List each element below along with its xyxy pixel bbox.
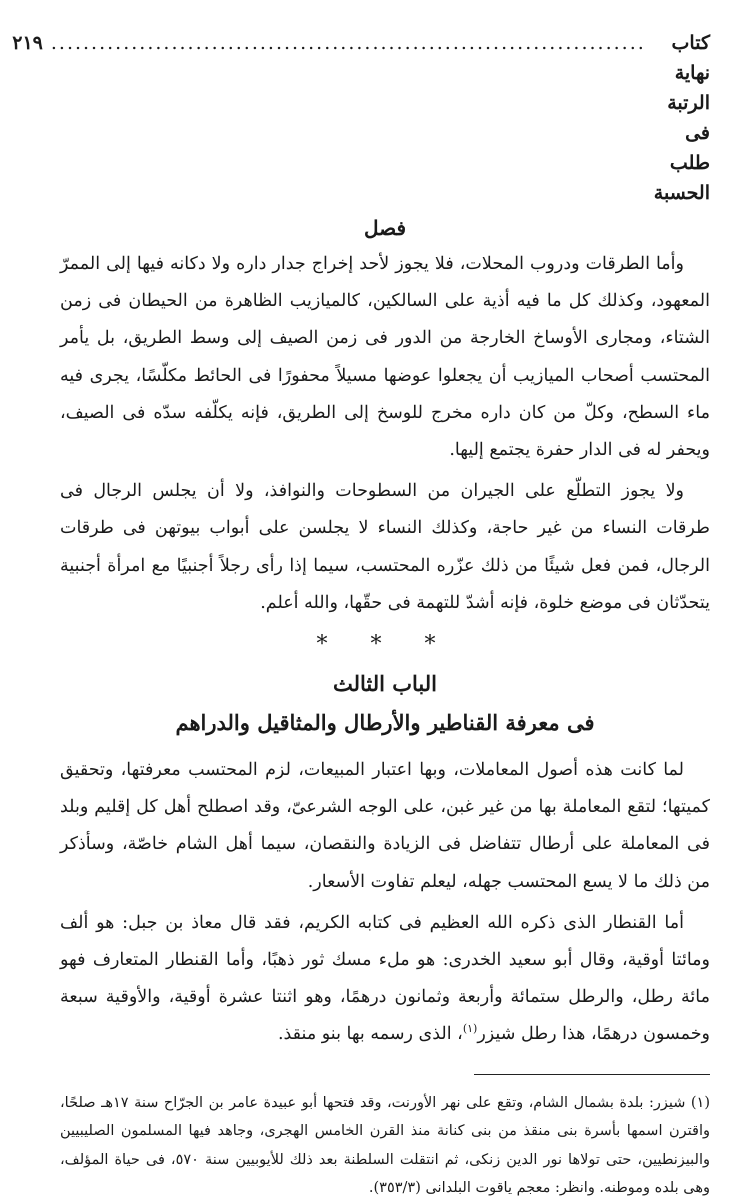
page-number: ٢١٩ — [12, 32, 43, 54]
book-title: كتاب نهاية الرتبة فى طلب الحسبة — [653, 32, 710, 204]
footnote-reference[interactable]: (١) — [462, 1022, 478, 1036]
qintar-text: أما القنطار الذى ذكره الله العظيم فى كتابه الكريم، فقد قال معاذ بن جبل: هو ألف ومائتا أوقية، وقال أبو سعيد الخدرى: هو ملء مسك ثور ذهبًا، وأما القنطار المتعارف فهو مائة رطل، والرطل ستمائة وأربعة وثمانون درهمًا، وهو اثنتا عشرة أوقية، والأوقية سبعة وخمسون درهمًا، هذا رطل شيزر — [60, 912, 710, 1045]
footnote-divider — [474, 1074, 710, 1075]
paragraph-weights-intro: لما كانت هذه أصول المعاملات، وبها اعتبار المبيعات، لزم المحتسب معرفتها، وتحقيق كميتها؛ لتقع المعاملة بها من غير غبن، على الوجه الشرعىّ، وقد اصطلح أهل كل إقليم وبلد فى المعاملة على أرطال تتفاضل فى الزيادة والنقصان، سيما أهل الشام خاصّة، وسأذكر من ذلك ما لا يسع المحتسب جهله، ليعلم تفاوت الأسعار. — [60, 760, 710, 892]
header-dot-leader: .......................................................................... — [50, 32, 646, 54]
paragraph-neighbors: ولا يجوز التطلّع على الجيران من السطوحات والنوافذ، ولا أن يجلس الرجال فى طرقات النساء من غير حاجة، وكذلك النساء لا يجلسن على أبواب بيوتهن فى طرقات الرجال، فمن فعل شيئًا من ذلك عزّره المحتسب، سيما إذا رأى رجلاً أجنبيًا مع امرأة أجنبية يتحدّثان فى موضع خلوة، فإنه أشدّ للتهمة فى حقّها، والله أعلم. — [60, 481, 710, 613]
footnote: (١) شيزر: بلدة بشمال الشام، وتقع على نهر الأورنت، وقد فتحها أبو عبيدة عامر بن الجرّاح سنة ١٧هـ صلحًا، واقترن اسمها بأسرة بنى منقذ من بنى كنانة منذ القرن الخامس الهجرى، وجاهد فيها المسلمون الصليبيين والبيزنطيين، حتى تولاها نور الدين زنكى، ثم انتقلت السلطنة بعد ذلك للأيوبيين سنة ٥٧٠، فى حياة المؤلف، وهى بلده وموطنه. وانظر: معجم ياقوت البلدانى (٣٥٣/٣). — [60, 1094, 710, 1197]
chapter-subtitle: فى معرفة القناطير والأرطال والمثاقيل والدراهم — [175, 710, 595, 736]
section-title: فصل — [363, 216, 407, 240]
paragraph-qintar — [60, 905, 710, 1054]
chapter-title: الباب الثالث — [332, 671, 438, 697]
running-header — [12, 28, 710, 208]
paragraph-streets: وأما الطرقات ودروب المحلات، فلا يجوز لأحد إخراج جدار داره ولا دكانه فيها إلى الممرّ المعهود، وكذلك كل ما فيه أذية على السالكين، كالميازيب الظاهرة من الحيطان فى زمن الشتاء، ومجارى الأوساخ الخارجة من الدور فى زمن الصيف إلى وسط الطريق، بل يأمر المحتسب أصحاب الميازيب أن يجعلوا عوضها مسيلاً محفورًا فى الحائط مكلّسًا، يجرى فيه ماء السطح، وكلّ من كان داره مخرج للوسخ إلى الطريق، فإنه يكلّفه سدّه فى الصيف، ويحفر له فى الدار حفرة يجتمع إليها. — [60, 254, 710, 461]
section-divider-asterisks: * * * — [316, 632, 454, 658]
qintar-text-end: ، الذى رسمه بها بنو منقذ. — [277, 1024, 463, 1045]
